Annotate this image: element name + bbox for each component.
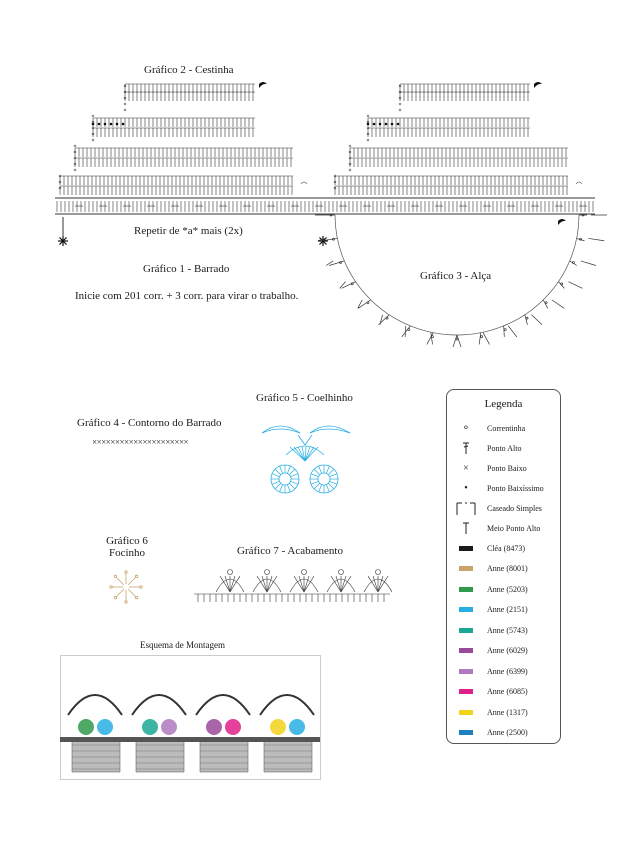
single-crochet-icon: × [463, 462, 469, 474]
legend-label: Correntinha [487, 423, 526, 433]
legend-label: Meio Ponto Alto [487, 523, 541, 533]
chart4-pattern: ××××××××××××××××××××× [92, 437, 189, 447]
assembly-diagram [60, 655, 322, 780]
assembly-title: Esquema de Montagem [140, 640, 225, 650]
legend-label: Anne (5203) [487, 584, 528, 594]
cluster-icon [455, 502, 477, 514]
chart5-title: Gráfico 5 - Coelhinho [256, 392, 353, 404]
legend-row-color [455, 704, 528, 720]
basket-chart-right [330, 82, 590, 202]
legend-label: Anne (6085) [487, 687, 528, 696]
legend-row-correntinha [455, 420, 525, 436]
slip-stitch-icon: • [464, 482, 468, 494]
chart3-title: Gráfico 3 - Alça [420, 270, 492, 282]
bunny-chart [258, 415, 358, 500]
legend-label: Caseado Simples [487, 503, 542, 513]
legend-row-color [455, 540, 525, 556]
legend-row-caseado-simples [455, 500, 542, 516]
repeat-note: Repetir de *a* mais (2x) [134, 225, 243, 237]
color-swatch [459, 710, 473, 715]
chart6-title-line1: Gráfico 6 [106, 535, 148, 547]
legend-label: Ponto Alto [487, 443, 522, 453]
finishing-chart [194, 566, 394, 606]
legend-label: Ponto Baixo [487, 463, 527, 473]
legend-panel [446, 389, 561, 744]
legend-row-color [455, 622, 528, 638]
double-crochet-icon [455, 442, 477, 454]
legend-label: Anne (5743) [487, 625, 528, 635]
legend-row-color [455, 561, 528, 577]
chart1-title: Gráfico 1 - Barrado [143, 263, 230, 275]
legend-row-color [455, 643, 528, 659]
snout-chart [109, 570, 143, 604]
color-swatch [459, 587, 473, 592]
color-swatch [459, 669, 473, 674]
color-swatch [459, 628, 473, 633]
legend-row-color [455, 663, 528, 679]
legend-row-ponto-alto [455, 440, 521, 456]
legend-label: Anne (1317) [487, 707, 528, 717]
chart4-title: Gráfico 4 - Contorno do Barrado [77, 417, 222, 429]
basket-chart-left [55, 82, 315, 202]
color-swatch [459, 607, 473, 612]
legend-label: Anne (2151) [487, 605, 528, 614]
legend-row-color [455, 581, 528, 597]
handle-arc-chart [322, 205, 592, 345]
chart6-title-line2: Focinho [108, 547, 146, 559]
legend-row-color [455, 602, 528, 618]
band-marker-line [61, 217, 65, 237]
color-swatch [459, 648, 473, 653]
color-swatch [459, 730, 473, 735]
chart7-title: Gráfico 7 - Acabamento [237, 545, 343, 557]
color-swatch [459, 566, 473, 571]
chain-stitch-icon: ⚬ [461, 422, 471, 434]
legend-label: Anne (8001) [487, 564, 528, 573]
legend-label: Anne (6029) [487, 646, 528, 655]
legend-row-color [455, 684, 528, 700]
legend-label: Ponto Baixíssimo [487, 483, 544, 493]
legend-row-color [455, 725, 528, 741]
legend-row-ponto-baixissimo [455, 480, 544, 496]
legend-label: Anne (2500) [487, 728, 528, 737]
legend-title: Legenda [484, 398, 523, 410]
chart1-note: Inicie com 201 corr. + 3 corr. para virar o trabalho. [75, 290, 299, 302]
color-swatch [459, 546, 473, 551]
color-swatch [459, 689, 473, 694]
chart2-title: Gráfico 2 - Cestinha [144, 64, 234, 76]
legend-row-meio-ponto-alto [455, 520, 540, 536]
legend-row-ponto-baixo [455, 460, 527, 476]
legend-label: Anne (6399) [487, 666, 528, 676]
chart6-title [104, 535, 150, 559]
legend-label: Cléa (8473) [487, 543, 525, 553]
start-star-icon [58, 236, 68, 246]
half-double-crochet-icon [455, 522, 477, 534]
